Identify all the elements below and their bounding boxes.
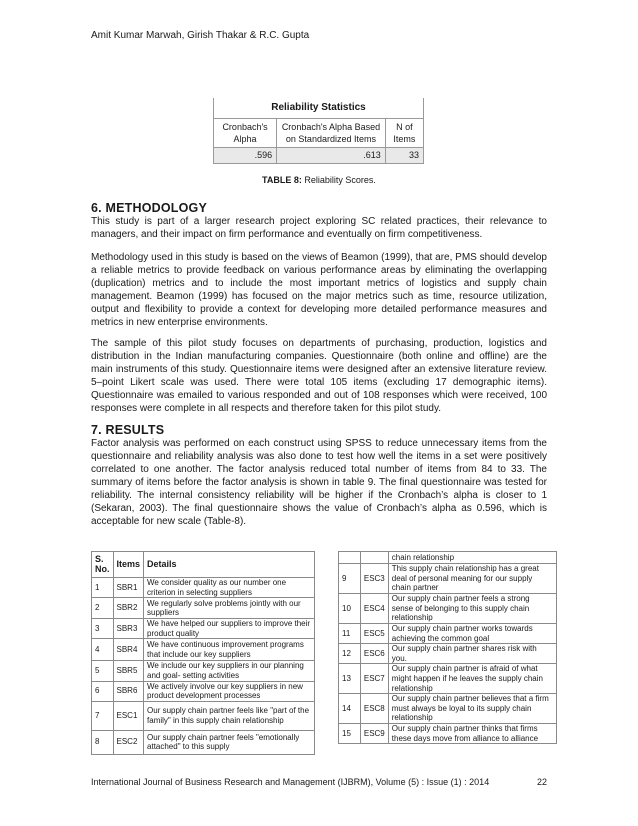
cell-item: SBR4 [113, 639, 144, 661]
table-row [339, 694, 557, 724]
cell-item: ESC9 [360, 724, 388, 744]
running-header-authors: Amit Kumar Marwah, Girish Thakar & R.C. Gupta [91, 30, 310, 41]
col-cronbach-standardized: Cronbach's Alpha Based on Standardized Items [277, 119, 386, 148]
continuation-no [339, 552, 361, 564]
cell-detail: We regularly solve problems jointly with our suppliers [144, 598, 315, 619]
reliability-statistics-table [213, 98, 424, 164]
cell-detail: We include our key suppliers in our planning and goal- setting activities [144, 661, 315, 681]
cell-item: ESC4 [360, 594, 388, 624]
methodology-paragraph-1: This study is part of a larger research project exploring SC related practices, their relevance to managers, and their impact on firm performance and eventually on firm competitiveness. [91, 216, 547, 240]
table-row [339, 644, 557, 664]
cell-item: SBR6 [113, 681, 144, 701]
table-row [339, 664, 557, 694]
continuation-detail: chain relationship [388, 552, 556, 564]
caption-label: TABLE 8: [262, 175, 302, 185]
table-row [92, 598, 315, 619]
value-n-items: 33 [385, 148, 423, 164]
cell-detail: We consider quality as our number one criterion in selecting suppliers [144, 578, 315, 598]
footer-journal: International Journal of Business Research and Management (IJBRM), Volume (5) : Issue (1) : 2014 [91, 777, 490, 787]
cell-no: 13 [339, 664, 361, 694]
cell-detail: We have helped our suppliers to improve their product quality [144, 619, 315, 639]
methodology-paragraph-2: Methodology used in this study is based on the views of Beamon (1999), that are, PMS should develop a reliable metrics to provide feedback on various performance areas by eliminating the overlapping (duplication) metrics and to include the most important metrics of logistics and supply chain management. Beamon (1999) has focused on the major metrics such as time, resource utilization, output and flexibility to provide a context for developing more detailed performance measures and metrics in new enterprise environments. [91, 252, 547, 328]
cell-item: SBR1 [113, 578, 144, 598]
table-row [339, 724, 557, 744]
cell-no: 15 [339, 724, 361, 744]
cell-detail: Our supply chain partner feels a strong sense of belonging to this supply chain relationship [388, 594, 556, 624]
cell-detail: Our supply chain partner is afraid of what might happen if he leaves the supply chain relationship [388, 664, 556, 694]
page-number: 22 [536, 777, 547, 787]
table-row [339, 594, 557, 624]
caption-text: Reliability Scores. [304, 175, 376, 185]
table-row [92, 639, 315, 661]
cell-no: 12 [339, 644, 361, 664]
methodology-heading: 6. METHODOLOGY [91, 201, 208, 215]
header-details: Details [144, 552, 315, 578]
cell-item: ESC3 [360, 564, 388, 594]
table-row [92, 619, 315, 639]
cell-detail: We actively involve our key suppliers in new product development processes [144, 681, 315, 701]
results-paragraph-1: Factor analysis was performed on each construct using SPSS to reduce unnecessary items from the questionnaire and reliability analysis was also done to test how well the items in a set were positively correlated to one another. The factor analysis reduced total number of items from 84 to 33. The summary of items before the factor analysis is shown in table 9. The final questionnaire was tested for reliability. The internal consistency reliability will be higher if the Cronbach’s alpha is closer to 1 (Sekaran, 2003). The final questionnaire shows the value of Cronbach’s alpha as 0.596, which is acceptable for new scale (Table-8). [91, 438, 547, 527]
cell-item: ESC5 [360, 624, 388, 644]
cell-no: 3 [92, 619, 114, 639]
header-items: Items [113, 552, 144, 578]
cell-no: 7 [92, 701, 114, 730]
cell-item: ESC1 [113, 701, 144, 730]
cell-no: 2 [92, 598, 114, 619]
cell-detail: Our supply chain partner shares risk with you. [388, 644, 556, 664]
items-table-left [91, 551, 315, 755]
cell-detail: Our supply chain partner feels "emotionally attached" to this supply [144, 730, 315, 754]
header-sno: S. No. [92, 552, 114, 578]
table-row [92, 578, 315, 598]
methodology-paragraph-3: The sample of this pilot study focuses on departments of purchasing, production, logistics and distribution in the Indian manufacturing companies. Questionnaire (both online and offline) are the main instruments of this study. Questionnaire items were designed after an extensive literature review. 5–point Likert scale was used. There were total 105 items (excluding 17 demographic items). Questionnaire was emailed to various responded and out of 108 responses which were received, 100 responses were complete in all respects and therefore taken for this pilot study. [91, 338, 547, 414]
cell-detail: Our supply chain partner works towards achieving the common goal [388, 624, 556, 644]
cell-item: SBR5 [113, 661, 144, 681]
cell-item: ESC8 [360, 694, 388, 724]
cell-detail: This supply chain relationship has a great deal of personal meaning for our supply chain partner [388, 564, 556, 594]
cell-no: 1 [92, 578, 114, 598]
cell-detail: Our supply chain partner feels like "part of the family" in this supply chain relationship [144, 701, 315, 730]
continuation-item [360, 552, 388, 564]
table-row [92, 701, 315, 730]
cell-item: ESC7 [360, 664, 388, 694]
results-heading: 7. RESULTS [91, 423, 165, 437]
cell-no: 14 [339, 694, 361, 724]
reliability-grid [214, 119, 423, 163]
cell-item: ESC2 [113, 730, 144, 754]
table-row [92, 661, 315, 681]
cell-detail: Our supply chain partner believes that a firm must always be loyal to its supply chain relationship [388, 694, 556, 724]
table-row [339, 624, 557, 644]
cell-no: 9 [339, 564, 361, 594]
cell-no: 4 [92, 639, 114, 661]
cell-item: SBR2 [113, 598, 144, 619]
col-n-items: N of Items [385, 119, 423, 148]
page-footer [91, 777, 547, 787]
table-row [339, 564, 557, 594]
cell-detail: Our supply chain partner thinks that firms these days move from alliance to alliance [388, 724, 556, 744]
cell-no: 6 [92, 681, 114, 701]
value-standardized: .613 [277, 148, 386, 164]
cell-item: ESC6 [360, 644, 388, 664]
table-row [92, 730, 315, 754]
cell-no: 5 [92, 661, 114, 681]
cell-no: 10 [339, 594, 361, 624]
table-8-caption [0, 175, 638, 185]
reliability-title: Reliability Statistics [214, 98, 423, 119]
cell-item: SBR3 [113, 619, 144, 639]
items-table-right [338, 551, 557, 744]
cell-detail: We have continuous improvement programs that include our key suppliers [144, 639, 315, 661]
value-alpha: .596 [214, 148, 277, 164]
cell-no: 11 [339, 624, 361, 644]
cell-no: 8 [92, 730, 114, 754]
table-row [92, 681, 315, 701]
col-cronbach-alpha: Cronbach's Alpha [214, 119, 277, 148]
